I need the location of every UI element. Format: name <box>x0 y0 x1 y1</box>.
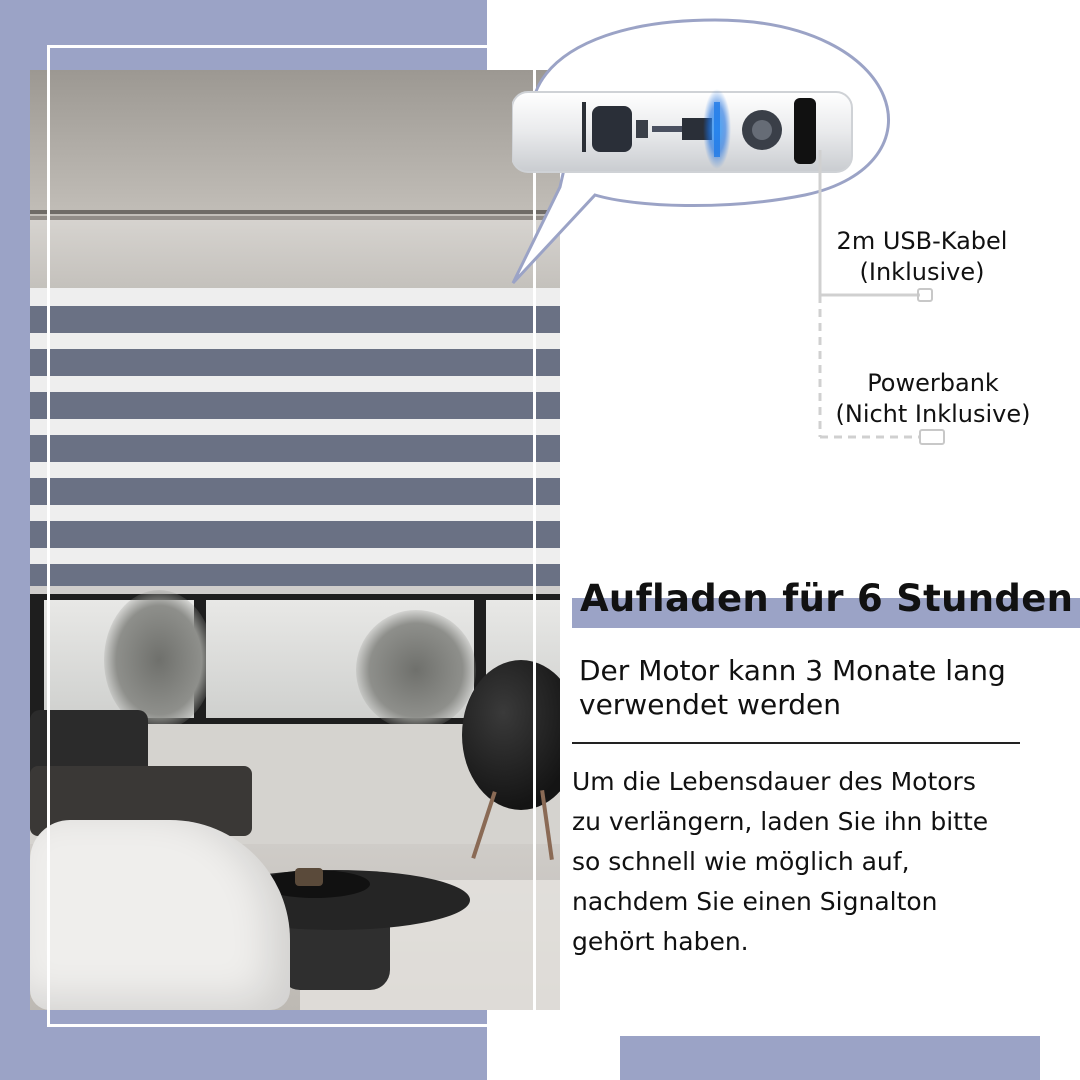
charging-instructions <box>572 762 1052 962</box>
body-line: gehört haben. <box>572 927 749 956</box>
usb-cable-label-line2: (Inklusive) <box>859 258 985 286</box>
subheading-line: Der Motor kann 3 Monate lang <box>579 654 1006 687</box>
powerbank-label-line1: Powerbank <box>867 369 999 397</box>
usb-cable-label <box>812 226 1032 288</box>
white-frame <box>47 45 536 1027</box>
background-panel-bottom-right <box>620 1036 1040 1080</box>
body-line: zu verlängern, laden Sie ihn bitte <box>572 807 989 836</box>
subheading-line: verwendet werden <box>579 688 841 721</box>
body-line: nachdem Sie einen Signalton <box>572 887 938 916</box>
battery-life-subheading <box>579 654 1059 722</box>
charging-heading: Aufladen für 6 Stunden <box>580 577 1074 620</box>
body-line: Um die Lebensdauer des Motors <box>572 767 976 796</box>
body-line: so schnell wie möglich auf, <box>572 847 910 876</box>
powerbank-label-line2: (Nicht Inklusive) <box>835 400 1031 428</box>
divider <box>572 742 1020 744</box>
powerbank-label <box>808 368 1058 430</box>
usb-cable-label-line1: 2m USB-Kabel <box>836 227 1008 255</box>
